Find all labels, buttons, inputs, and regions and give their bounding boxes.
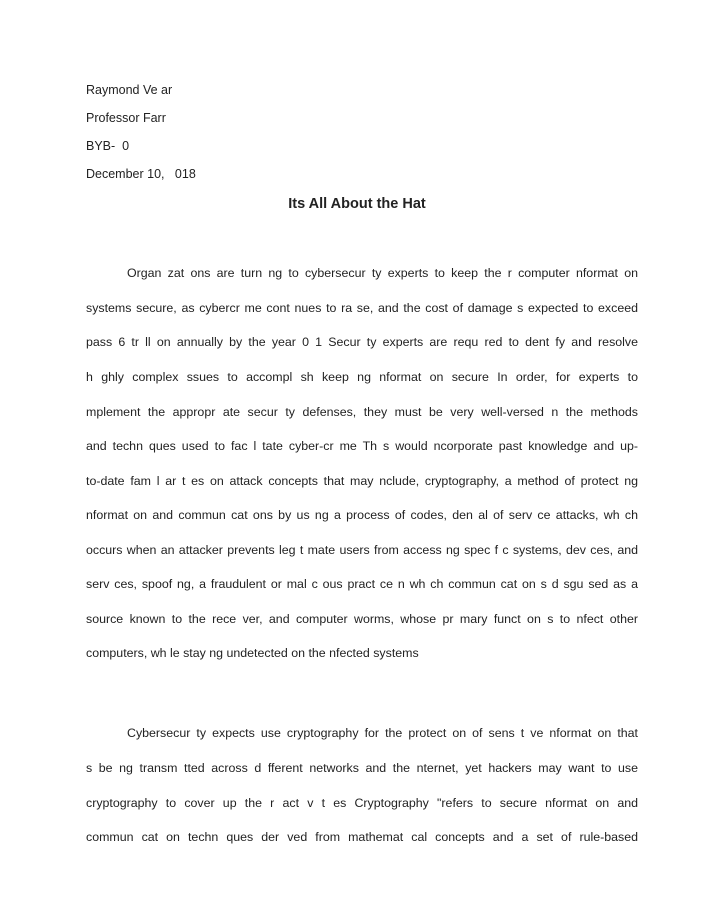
text-line: cryptography to cover up the r act v t es Cryptography "refers to secure nformat on and [86, 796, 638, 810]
course-code: BYB- 0 [86, 139, 130, 153]
text-line: and techn ques used to fac l tate cyber-cr me Th s would ncorporate past knowledge and up- [86, 439, 638, 453]
text-line: nformat on and commun cat ons by us ng a process of codes, den al of serv ce attacks, wh ch [86, 508, 638, 522]
text-line: mplement the appropr ate secur ty defenses, they must be very well-versed n the methods [86, 405, 638, 419]
document-date: December 10, 018 [86, 167, 196, 181]
text-line: systems secure, as cybercr me cont nues to ra se, and the cost of damage s expected to exceed [86, 301, 638, 315]
text-line: h ghly complex ssues to accompl sh keep ng nformat on secure In order, for experts to [86, 370, 638, 384]
professor-name: Professor Farr [86, 111, 166, 125]
text-line: Organ zat ons are turn ng to cybersecur ty experts to keep the r computer nformat on [127, 266, 638, 280]
text-line: commun cat on techn ques der ved from mathemat cal concepts and a set of rule-based [86, 830, 638, 844]
text-line: s be ng transm tted across d fferent networks and the nternet, yet hackers may want to use [86, 761, 638, 775]
text-line: to-date fam l ar t es on attack concepts that may nclude, cryptography, a method of protect ng [86, 474, 638, 488]
author-name: Raymond Ve ar [86, 83, 173, 97]
text-line: serv ces, spoof ng, a fraudulent or mal c ous pract ce n wh ch commun cat on s d sgu sed as a [86, 577, 638, 591]
text-line: Cybersecur ty expects use cryptography for the protect on of sens t ve nformat on that [127, 726, 638, 740]
document-title: Its All About the Hat [288, 196, 426, 212]
text-line: source known to the rece ver, and computer worms, whose pr mary funct on s to nfect other [86, 612, 638, 626]
text-line: pass 6 tr ll on annually by the year 0 1 Secur ty experts are requ red to dent fy and resolve [86, 335, 638, 349]
text-line: computers, wh le stay ng undetected on the nfected systems [86, 646, 419, 660]
text-line: occurs when an attacker prevents leg t mate users from access ng spec f c systems, dev ces, and [86, 543, 638, 557]
